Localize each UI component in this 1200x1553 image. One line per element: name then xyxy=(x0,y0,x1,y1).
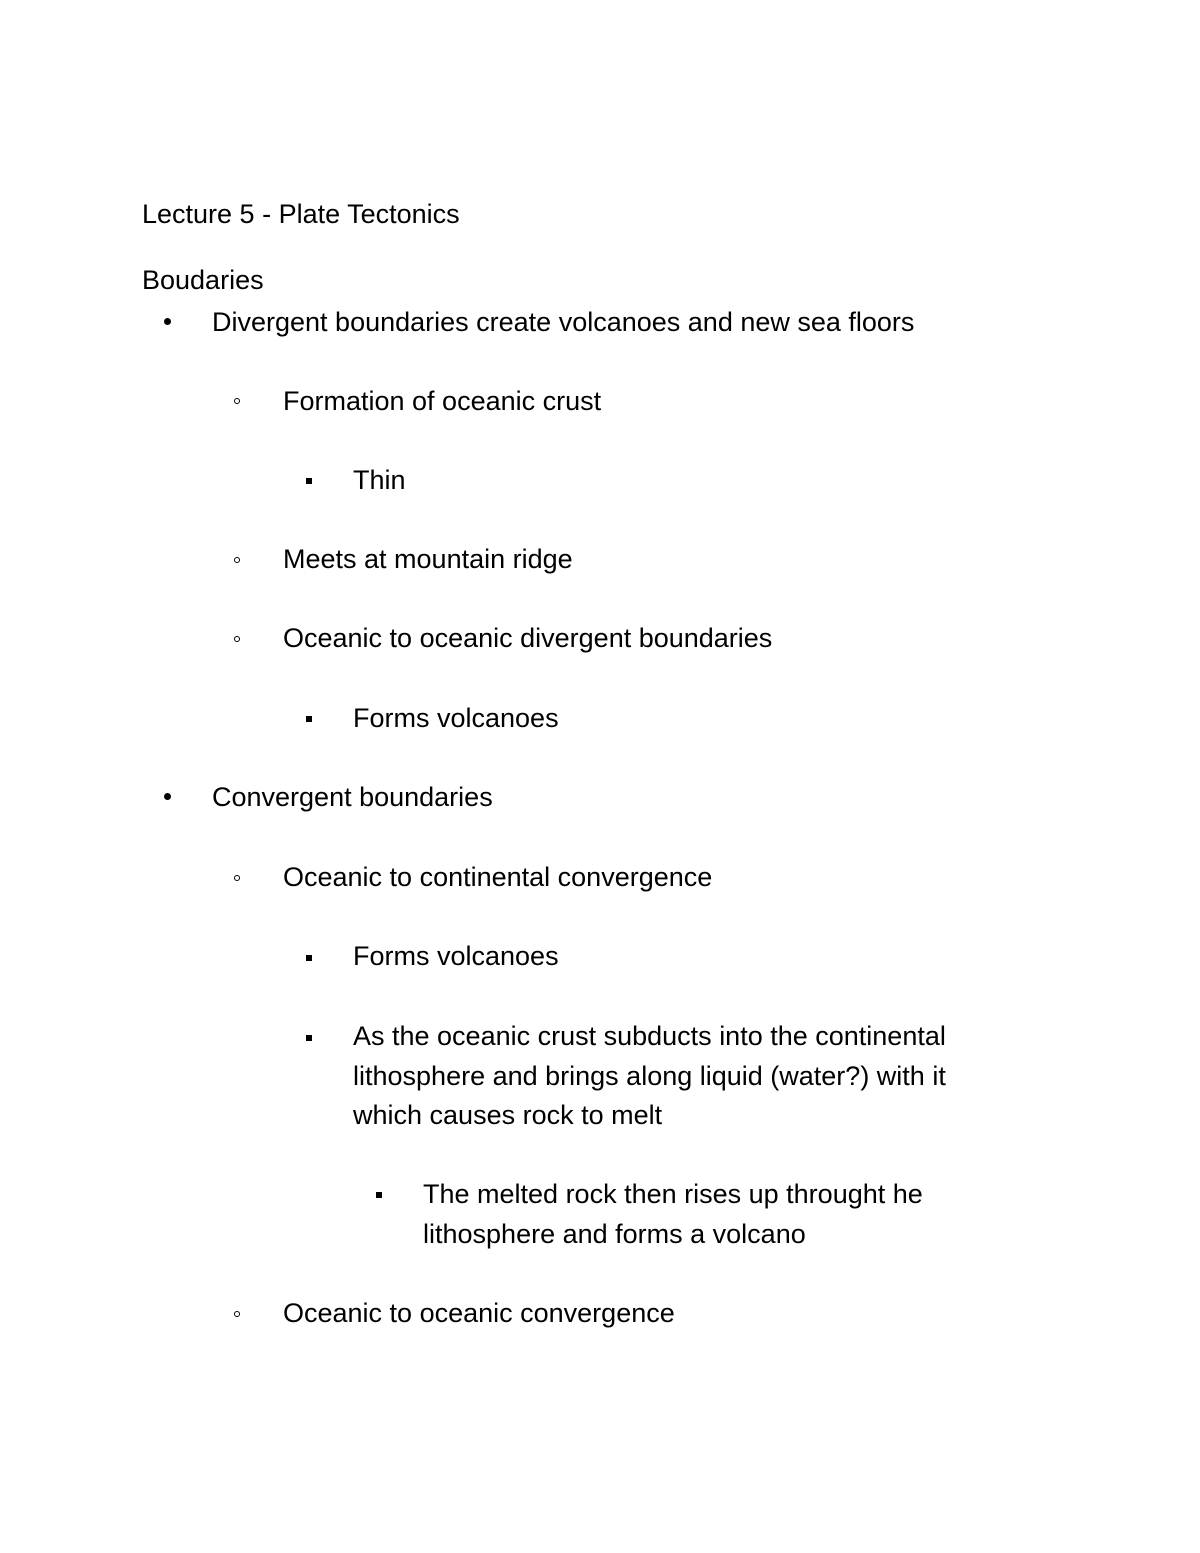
list-item: Oceanic to continental convergence xyxy=(283,862,713,892)
list-item: Formation of oceanic crust xyxy=(283,386,602,416)
bullet-circle-icon xyxy=(234,557,240,563)
bullet-square-icon xyxy=(306,716,312,722)
bullet-disc-icon xyxy=(164,793,171,800)
list-item: Oceanic to oceanic convergence xyxy=(283,1298,675,1328)
bullet-square-icon xyxy=(306,478,312,484)
bullet-circle-icon xyxy=(234,875,240,881)
list-item-line: As the oceanic crust subducts into the continental xyxy=(353,1021,946,1051)
list-item-line: The melted rock then rises up throught he xyxy=(423,1179,923,1209)
bullet-circle-icon xyxy=(234,398,240,404)
bullet-disc-icon xyxy=(164,318,171,325)
list-item: Forms volcanoes xyxy=(353,703,559,733)
bullet-square-icon xyxy=(306,1035,312,1041)
list-item: Convergent boundaries xyxy=(212,782,493,812)
list-item: Thin xyxy=(353,465,406,495)
bullet-circle-icon xyxy=(234,636,240,642)
section-heading: Boudaries xyxy=(142,265,264,295)
list-item: Meets at mountain ridge xyxy=(283,544,573,574)
bullet-square-icon xyxy=(376,1192,382,1198)
list-item: Oceanic to oceanic divergent boundaries xyxy=(283,623,773,653)
list-item: Forms volcanoes xyxy=(353,941,559,971)
bullet-square-icon xyxy=(306,955,312,961)
page-title: Lecture 5 - Plate Tectonics xyxy=(142,199,460,229)
list-item-line: lithosphere and forms a volcano xyxy=(423,1219,806,1249)
list-item: Divergent boundaries create volcanoes and new sea floors xyxy=(212,307,915,337)
list-item-line: lithosphere and brings along liquid (water?) with it xyxy=(353,1061,946,1091)
bullet-circle-icon xyxy=(234,1311,240,1317)
list-item-line: which causes rock to melt xyxy=(353,1100,663,1130)
